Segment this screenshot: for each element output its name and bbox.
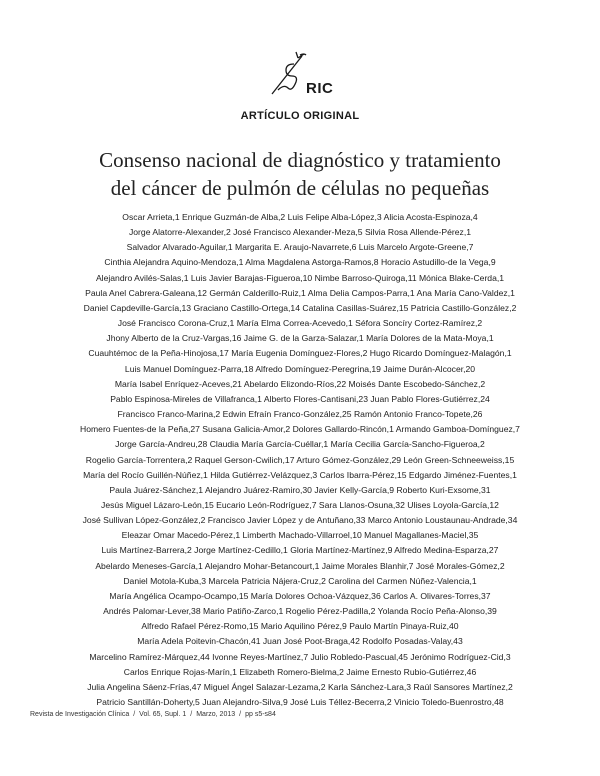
author-line: Cinthia Alejandra Aquino-Mendoza,1 Alma Magdalena Astorga-Ramos,8 Horacio Astudillo-de la Vega,9 (104, 257, 496, 268)
article-title-line: Consenso nacional de diagnóstico y tratamiento (99, 148, 501, 172)
author-line: Pablo Espinosa-Mireles de Villafranca,1 Alberto Flores-Cantisani,23 Juan Pablo Flores-Gutiérrez,24 (110, 393, 490, 404)
author-line: Jorge Alatorre-Alexander,2 José Francisco Alexander-Meza,5 Silvia Rosa Allende-Pérez,1 (128, 227, 471, 238)
author-line: José Sullivan López-González,2 Francisco Javier López y de Antuñano,33 Marco Antonio Loustaunau-Andrade,34 (82, 515, 518, 526)
author-line: Daniel Motola-Kuba,3 Marcela Patricia Nájera-Cruz,2 Carolina del Carmen Núñez-Valencia,1 (123, 575, 477, 586)
footer-date: Marzo, 2013 (196, 711, 236, 718)
author-line: José Francisco Corona-Cruz,1 María Elma Correa-Acevedo,1 Séfora Soncíry Cortez-Ramírez,2 (117, 318, 483, 329)
author-line: Patricio Santillán-Doherty,5 Juan Alejandro-Silva,9 José Luis Téllez-Becerra,2 Vinicio Toledo-Buenrostro,48 (96, 697, 504, 707)
author-line: Paula Juárez-Sánchez,1 Alejandro Juárez-Ramiro,30 Javier Kelly-García,9 Roberto Kuri-Exsome,31 (109, 484, 491, 495)
author-line: Rogelio García-Torrentera,2 Raquel Gerson-Cwilich,17 Arturo Gómez-González,29 León Green-Schneeweiss,15 (85, 454, 515, 465)
author-list (10, 210, 590, 710)
author-line: Luis Martínez-Barrera,2 Jorge Martínez-Cedillo,1 Gloria Martínez-Martínez,9 Alfredo Medina-Esparza,27 (101, 545, 499, 556)
author-line: Julia Angelina Sáenz-Frías,47 Miguel Ángel Salazar-Lezama,2 Karla Sánchez-Lara,3 Raúl Sansores Martínez,2 (87, 681, 513, 692)
author-line: Andrés Palomar-Lever,38 Mario Patiño-Zarco,1 Rogelio Pérez-Padilla,2 Yolanda Rocío Peña-Alonso,39 (103, 606, 497, 617)
caduceus-icon (264, 50, 308, 98)
author-line: Oscar Arrieta,1 Enrique Guzmán-de Alba,2 Luis Felipe Alba-López,3 Alicia Acosta-Espinoza,4 (122, 212, 478, 222)
author-line: Jesús Miguel Lázaro-León,15 Eucario León-Rodríguez,7 Sara Llanos-Osuna,32 Ulises Loyola-García,12 (101, 499, 499, 510)
section-label: ARTÍCULO ORIGINAL (240, 110, 360, 122)
author-line: Paula Anel Cabrera-Galeana,12 Germán Calderillo-Ruiz,1 Alma Delia Campos-Parra,1 Ana María Cano-Valdez,1 (85, 287, 515, 298)
author-line: María del Rocío Guillén-Núñez,1 Hilda Gutiérrez-Velázquez,3 Carlos Ibarra-Pérez,15 Edgardo Jiménez-Fuentes,1 (83, 469, 517, 480)
footer-journal: Revista de Investigación Clínica (30, 711, 130, 718)
author-line: Cuauhtémoc de la Peña-Hinojosa,17 María Eugenia Domínguez-Flores,2 Hugo Ricardo Domínguez-Malagón,1 (88, 348, 512, 359)
journal-logo-text: RIC (306, 80, 334, 97)
author-line: Francisco Franco-Marina,2 Edwin Efraín Franco-González,25 Ramón Antonio Franco-Topete,26 (117, 409, 483, 420)
footer-volume: Vol. 65, Supl. 1 (139, 711, 187, 718)
article-title-line: del cáncer de pulmón de células no pequeñas (110, 176, 490, 200)
author-line: Abelardo Meneses-García,1 Alejandro Mohar-Betancourt,1 Jaime Morales Blanhir,7 José Morales-Gómez,2 (95, 560, 505, 571)
author-line: Salvador Alvarado-Aguilar,1 Margarita E. Araujo-Navarrete,6 Luis Marcelo Argote-Greene,7 (126, 242, 474, 253)
author-line: Carlos Enrique Rojas-Marín,1 Elizabeth Romero-Bielma,2 Jaime Ernesto Rubio-Gutiérrez,46 (123, 666, 477, 677)
author-line: Alfredo Rafael Pérez-Romo,15 Mario Aquilino Pérez,9 Paulo Martín Pinaya-Ruiz,40 (141, 621, 459, 632)
author-line: Jorge García-Andreu,28 Claudia María García-Cuéllar,1 María Cecilia García-Sancho-Figueroa,2 (115, 439, 485, 450)
footer-pages: pp s5-s84 (245, 711, 276, 718)
author-line: Homero Fuentes-de la Peña,27 Susana Galicia-Amor,2 Dolores Gallardo-Rincón,1 Armando Gamboa-Domínguez,7 (80, 424, 520, 435)
author-line: Jhony Alberto de la Cruz-Vargas,16 Jaime G. de la Garza-Salazar,1 María Dolores de la Mata-Moya,1 (106, 333, 494, 344)
author-line: Daniel Capdeville-García,13 Graciano Castillo-Ortega,14 Catalina Casillas-Suárez,15 Patricia Castillo-González,2 (83, 302, 517, 313)
author-line: Eleazar Omar Macedo-Pérez,1 Limberth Machado-Villarroel,10 Manuel Magallanes-Maciel,35 (121, 530, 479, 541)
author-line: María Angélica Ocampo-Ocampo,15 María Dolores Ochoa-Vázquez,36 Carlos A. Olivares-Torres,37 (109, 590, 491, 601)
author-line: María Adela Poitevin-Chacón,41 Juan José Poot-Braga,42 Rodolfo Posadas-Valay,43 (137, 636, 463, 647)
author-line: Luis Manuel Domínguez-Parra,18 Alfredo Domínguez-Peregrina,19 Jaime Durán-Alcocer,20 (124, 363, 476, 374)
author-line: Marcelino Ramírez-Márquez,44 Ivonne Reyes-Martínez,7 Julio Robledo-Pascual,45 Jerónimo Rodríguez-Cid,3 (89, 651, 511, 662)
journal-logo (264, 50, 344, 100)
author-line: Alejandro Avilés-Salas,1 Luis Javier Barajas-Figueroa,10 Nimbe Barroso-Quiroga,11 Mónica Blake-Cerda,1 (95, 272, 505, 283)
article-title (40, 146, 560, 202)
author-line: María Isabel Enríquez-Aceves,21 Abelardo Elizondo-Ríos,22 Moisés Dante Escobedo-Sánchez,2 (114, 378, 486, 389)
footer-citation: Revista de Investigación Clínica / Vol. 65, Supl. 1 / Marzo, 2013 / pp s5-s84 (30, 711, 276, 718)
